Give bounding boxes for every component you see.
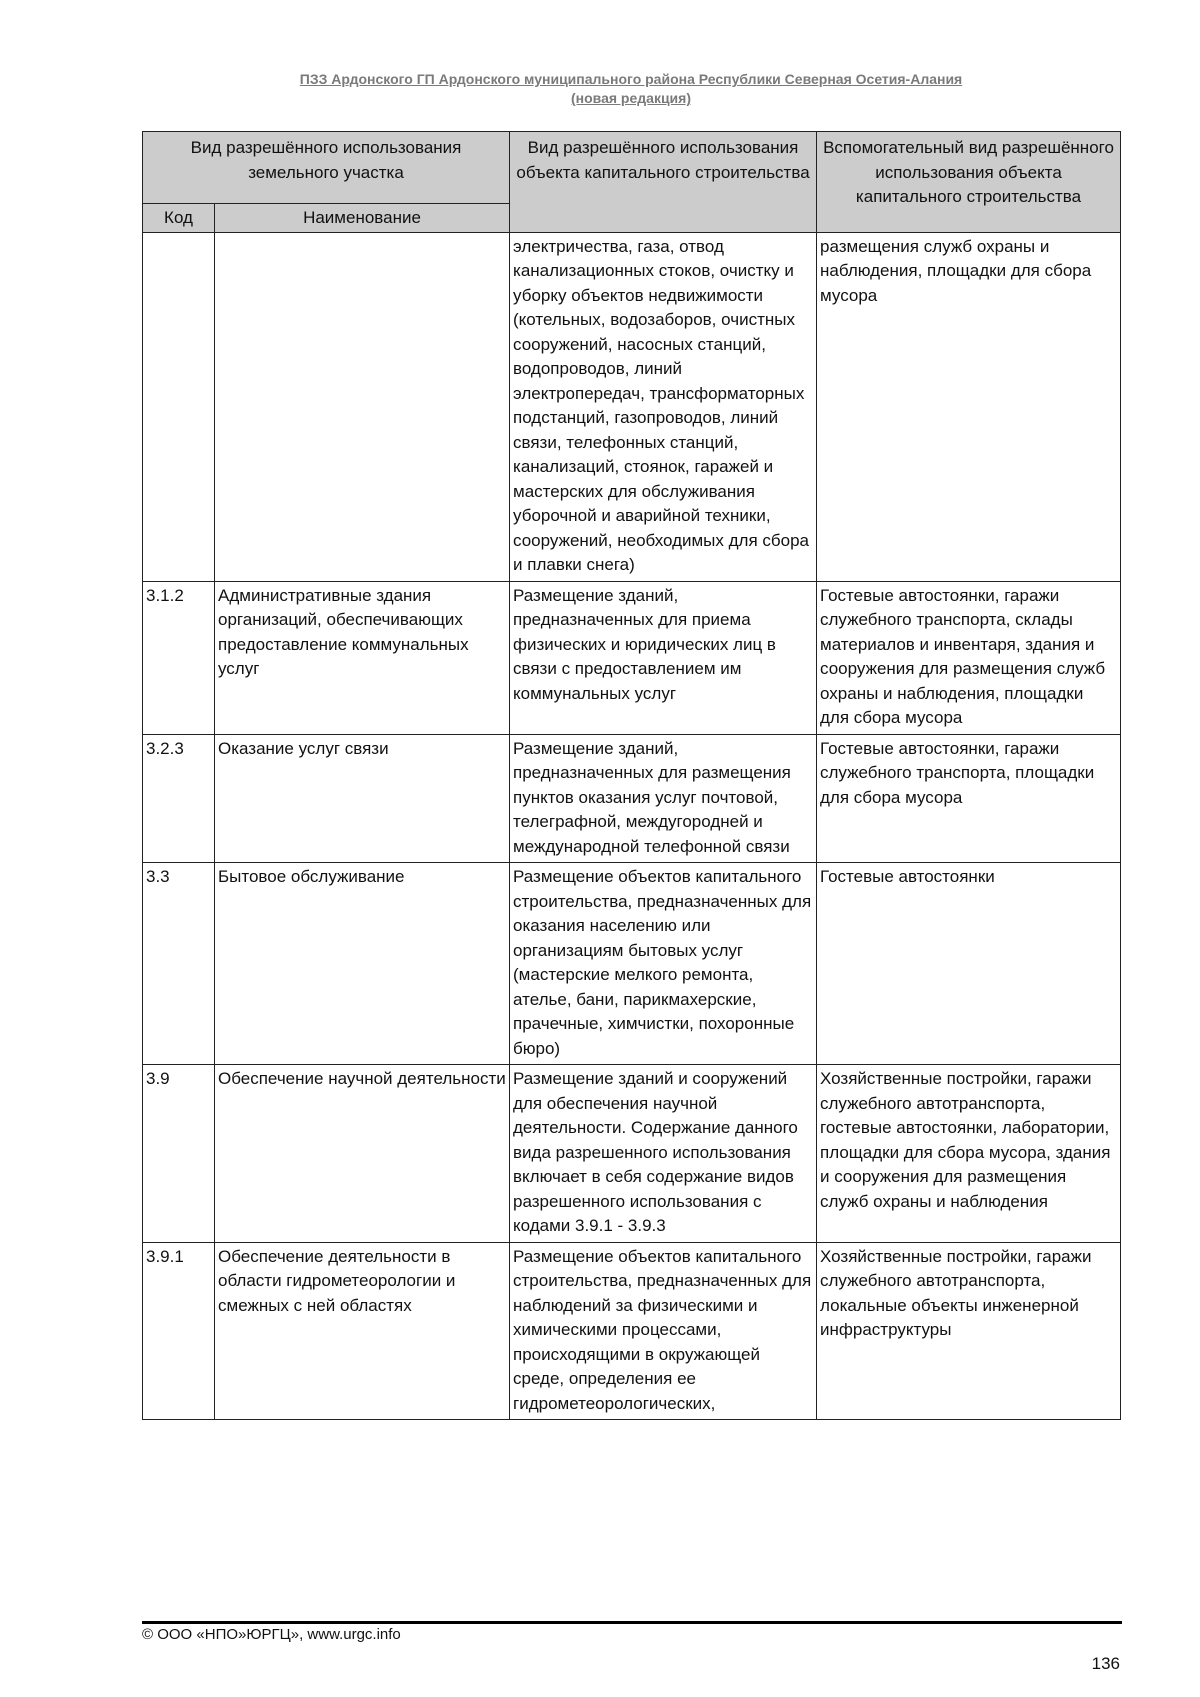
table-row bbox=[143, 734, 1121, 863]
cell-oks: Размещение зданий, предназначенных для размещения пунктов оказания услуг почтовой, телеграфной, междугородней и международной телефонной связи bbox=[510, 734, 817, 863]
cell-aux: Гостевые автостоянки bbox=[817, 863, 1121, 1065]
header-code: Код bbox=[143, 204, 215, 233]
cell-code: 3.3 bbox=[143, 863, 215, 1065]
cell-name: Оказание услуг связи bbox=[215, 734, 510, 863]
cell-code: 3.9.1 bbox=[143, 1242, 215, 1420]
cell-name bbox=[215, 232, 510, 581]
header-oks-use: Вид разрешённого использования объекта капитального строительства bbox=[510, 132, 817, 233]
cell-name: Бытовое обслуживание bbox=[215, 863, 510, 1065]
header-name: Наименование bbox=[215, 204, 510, 233]
cell-code: 3.1.2 bbox=[143, 581, 215, 734]
table-row bbox=[143, 1242, 1121, 1420]
table-row bbox=[143, 863, 1121, 1065]
header-title: ПЗЗ Ардонского ГП Ардонского муниципального района Республики Северная Осетия-Алания bbox=[299, 71, 963, 87]
document-header bbox=[142, 70, 1120, 108]
cell-code bbox=[143, 232, 215, 581]
cell-name: Обеспечение деятельности в области гидрометеорологии и смежных с ней областях bbox=[215, 1242, 510, 1420]
cell-aux: Гостевые автостоянки, гаражи служебного транспорта, площадки для сбора мусора bbox=[817, 734, 1121, 863]
cell-code: 3.9 bbox=[143, 1065, 215, 1243]
cell-oks: Размещение объектов капитального строительства, предназначенных для наблюдений за физическими и химическими процессами, происходящими в окружающей среде, определения ее гидрометеорологических, bbox=[510, 1242, 817, 1420]
header-auxiliary-use: Вспомогательный вид разрешённого использования объекта капитального строительства bbox=[817, 132, 1121, 233]
cell-aux: размещения служб охраны и наблюдения, площадки для сбора мусора bbox=[817, 232, 1121, 581]
footer-divider bbox=[142, 1621, 1122, 1624]
cell-name: Обеспечение научной деятельности bbox=[215, 1065, 510, 1243]
header-subtitle: (новая редакция) bbox=[571, 90, 691, 106]
cell-name: Административные здания организаций, обеспечивающих предоставление коммунальных услуг bbox=[215, 581, 510, 734]
land-use-table bbox=[142, 131, 1121, 1420]
cell-oks: Размещение зданий и сооружений для обеспечения научной деятельности. Содержание данного вида разрешенного использования включает в себя содержание видов разрешенного использования с кодами 3.9.1 - 3.9.3 bbox=[510, 1065, 817, 1243]
cell-code: 3.2.3 bbox=[143, 734, 215, 863]
page-number: 136 bbox=[1091, 1654, 1120, 1673]
cell-oks: Размещение объектов капитального строительства, предназначенных для оказания населению или организациям бытовых услуг (мастерские мелкого ремонта, ателье, бани, парикмахерские, прачечные, химчистки, похоронные бюро) bbox=[510, 863, 817, 1065]
table-row bbox=[143, 581, 1121, 734]
header-land-use: Вид разрешённого использования земельного участка bbox=[143, 132, 510, 204]
table-row bbox=[143, 1065, 1121, 1243]
cell-aux: Гостевые автостоянки, гаражи служебного транспорта, склады материалов и инвентаря, здания и сооружения для размещения служб охраны и наблюдения, площадки для сбора мусора bbox=[817, 581, 1121, 734]
cell-aux: Хозяйственные постройки, гаражи служебного автотранспорта, локальные объекты инженерной инфраструктуры bbox=[817, 1242, 1121, 1420]
cell-aux: Хозяйственные постройки, гаражи служебного автотранспорта, гостевые автостоянки, лаборатории, площадки для сбора мусора, здания и сооружения для размещения служб охраны и наблюдения bbox=[817, 1065, 1121, 1243]
cell-oks: Размещение зданий, предназначенных для приема физических и юридических лиц в связи с предоставлением им коммунальных услуг bbox=[510, 581, 817, 734]
footer-copyright: © ООО «НПО»ЮРГЦ», www.urgc.info bbox=[142, 1626, 401, 1643]
cell-oks: электричества, газа, отвод канализационных стоков, очистку и уборку объектов недвижимости (котельных, водозаборов, очистных сооружений, насосных станций, водопроводов, линий электропередач, трансформаторных подстанций, газопроводов, линий связи, телефонных станций, канализаций, стоянок, гаражей и мастерских для обслуживания уборочной и аварийной техники, сооружений, необходимых для сбора и плавки снега) bbox=[510, 232, 817, 581]
table-row bbox=[143, 232, 1121, 581]
